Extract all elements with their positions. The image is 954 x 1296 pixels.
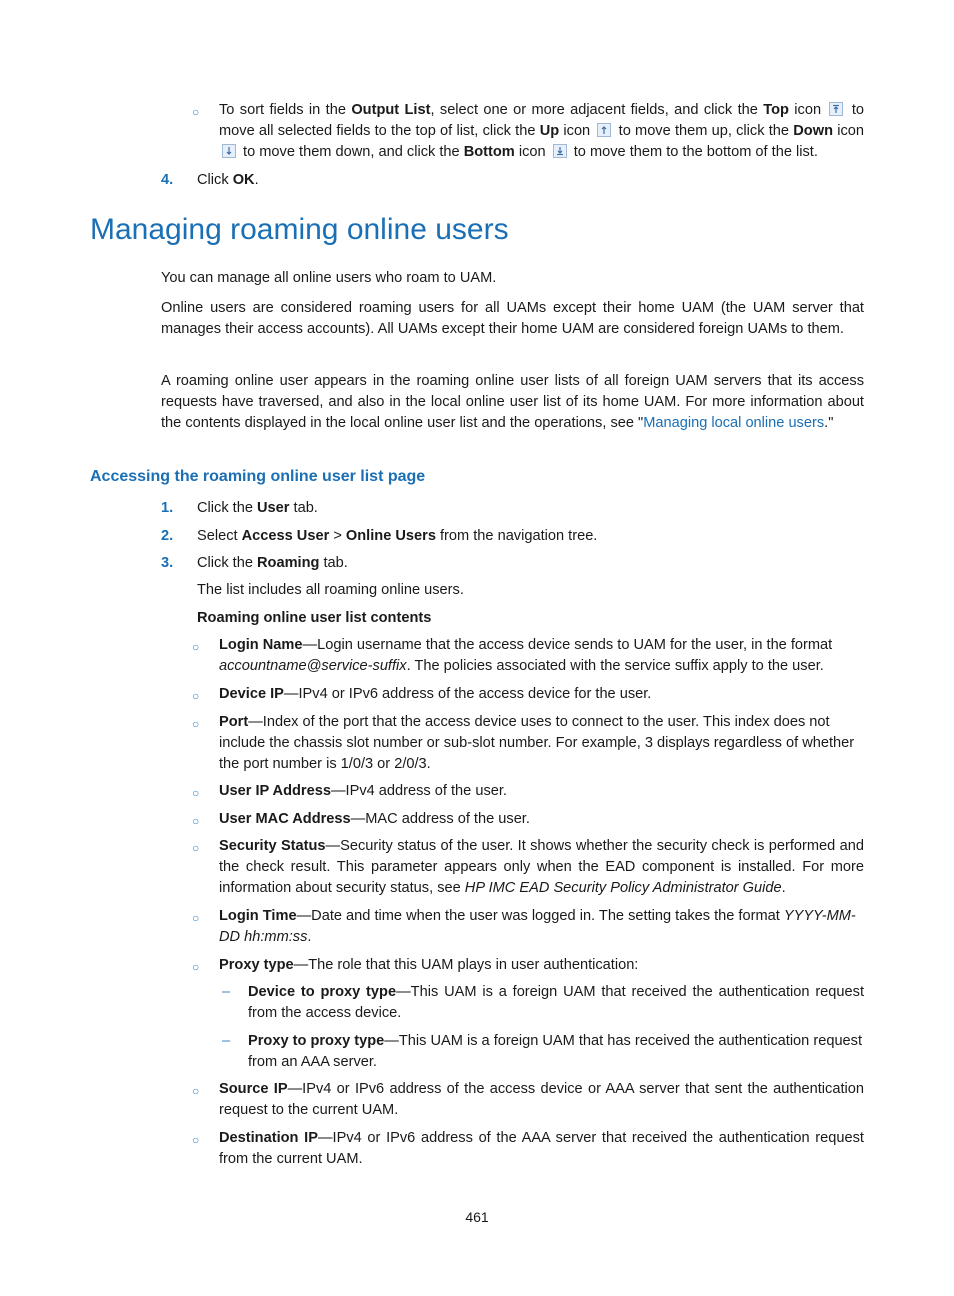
field-user-ip: User IP Address—IPv4 address of the user. bbox=[219, 783, 507, 799]
list-note: The list includes all roaming online users. bbox=[197, 582, 464, 598]
dash-icon: – bbox=[222, 1033, 231, 1049]
step-3: Click the Roaming tab. bbox=[197, 555, 348, 571]
step-number: 1. bbox=[161, 500, 174, 516]
roaming-appearance-paragraph: A roaming online user appears in the roaming online user lists of all foreign UAM servers that its access requests have traversed, and also in the local online user list of its home UAM. For more information about the contents displayed in the local online user list and the operations, see "Managing local online users." bbox=[161, 373, 864, 431]
bullet-icon: ○ bbox=[192, 960, 200, 974]
field-security-status: Security Status—Security status of the user. It shows whether the security check is performed and the check result. This parameter appears only when the EAD component is installed. For more information about security status, see HP IMC EAD Security Policy Administrator Guide. bbox=[219, 838, 864, 896]
field-destination-ip: Destination IP—IPv4 or IPv6 address of the AAA server that received the authentication request from the current UAM. bbox=[219, 1130, 864, 1167]
step-number: 3. bbox=[161, 555, 174, 571]
bullet-icon: ○ bbox=[192, 1133, 200, 1147]
bullet-icon: ○ bbox=[192, 1084, 200, 1098]
dash-icon: – bbox=[222, 984, 231, 1000]
up-icon bbox=[597, 123, 611, 137]
section-heading: Accessing the roaming online user list page bbox=[90, 468, 426, 485]
subfield-proxy-to-proxy: Proxy to proxy type—This UAM is a foreign UAM that has received the authentication request from an AAA server. bbox=[248, 1033, 863, 1070]
step-1: Click the User tab. bbox=[197, 500, 318, 516]
bottom-icon bbox=[553, 144, 567, 158]
top-icon bbox=[829, 102, 843, 116]
intro-paragraph: You can manage all online users who roam to UAM. bbox=[161, 270, 497, 286]
bullet-icon: ○ bbox=[192, 814, 200, 828]
bullet-icon: ○ bbox=[192, 841, 200, 855]
step-4: Click OK. bbox=[197, 172, 259, 188]
bullet-icon: ○ bbox=[192, 717, 200, 731]
down-icon bbox=[222, 144, 236, 158]
step-2: Select Access User > Online Users from the navigation tree. bbox=[197, 528, 598, 544]
managing-local-online-users-link[interactable]: Managing local online users bbox=[643, 415, 825, 431]
field-device-ip: Device IP—IPv4 or IPv6 address of the access device for the user. bbox=[219, 686, 652, 702]
subfield-device-to-proxy: Device to proxy type—This UAM is a foreign UAM that received the authentication request from the access device. bbox=[248, 984, 864, 1021]
bullet-icon: ○ bbox=[192, 105, 200, 119]
page-title: Managing roaming online users bbox=[90, 213, 509, 246]
contents-title: Roaming online user list contents bbox=[197, 610, 432, 626]
field-login-name: Login Name—Login username that the access device sends to UAM for the user, in the format accountname@service-suffix. The policies associated with the service suffix apply to the user. bbox=[219, 637, 833, 674]
field-port: Port—Index of the port that the access device uses to connect to the user. This index does not include the chassis slot number or sub-slot number. For example, 3 displays regardless of whether the port number is 1/0/3 or 2/0/3. bbox=[219, 714, 855, 772]
sort-fields-item: To sort fields in the Output List, select one or more adjacent fields, and click the Top icon to move all selected fields to the top of list, click the Up icon to move them up, click the Down icon to move them down, and click the Bottom icon to move them to the bottom of the list. bbox=[219, 102, 865, 160]
field-login-time: Login Time—Date and time when the user was logged in. The setting takes the format YYYY-MM-DD hh:mm:ss. bbox=[219, 908, 856, 945]
step-number: 4. bbox=[161, 172, 174, 188]
field-proxy-type: Proxy type—The role that this UAM plays in user authentication: bbox=[219, 957, 639, 973]
bullet-icon: ○ bbox=[192, 786, 200, 800]
field-source-ip: Source IP—IPv4 or IPv6 address of the access device or AAA server that sent the authentication request to the current UAM. bbox=[219, 1081, 864, 1118]
bullet-icon: ○ bbox=[192, 911, 200, 925]
step-number: 2. bbox=[161, 528, 174, 544]
field-user-mac: User MAC Address—MAC address of the user. bbox=[219, 811, 530, 827]
roaming-definition-paragraph: Online users are considered roaming users for all UAMs except their home UAM (the UAM server that manages their access accounts). All UAMs except their home UAM are considered foreign UAMs to them. bbox=[161, 300, 864, 337]
bullet-icon: ○ bbox=[192, 640, 200, 654]
page-number: 461 bbox=[465, 1209, 489, 1225]
bullet-icon: ○ bbox=[192, 689, 200, 703]
